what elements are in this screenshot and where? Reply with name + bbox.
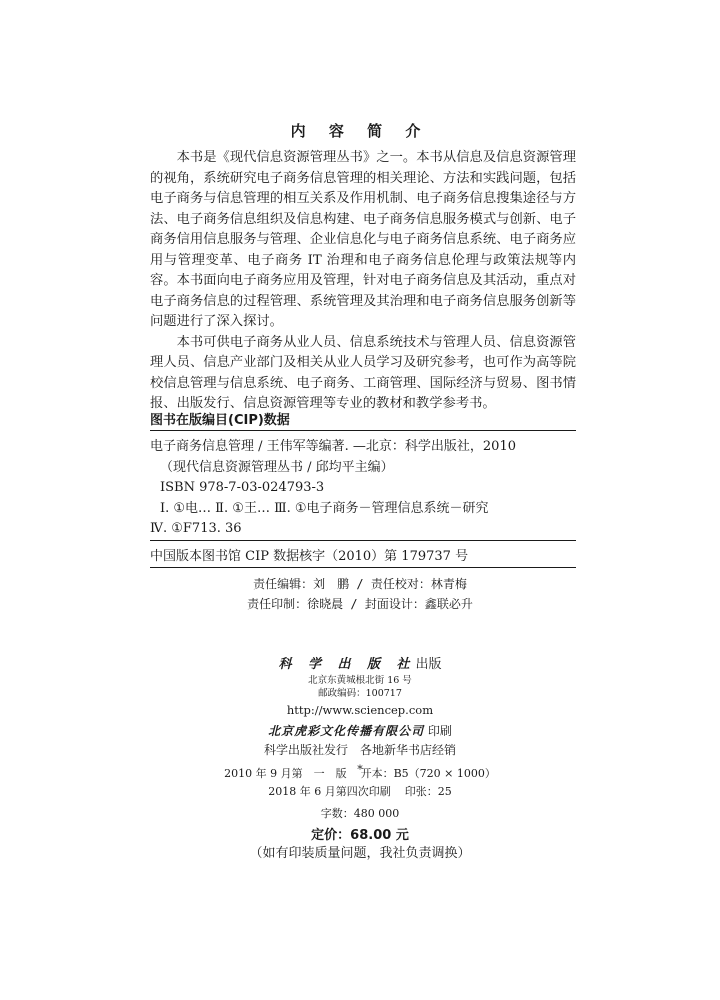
cip-middle-rule — [150, 540, 576, 541]
publisher-block — [0, 656, 720, 777]
cip-line-title: 电子商务信息管理 / 王伟军等编著. —北京：科学出版社，2010 — [150, 439, 516, 454]
publisher-name-bold: 科 学 出 版 社 — [278, 657, 416, 672]
publisher-name-suffix: 出版 — [415, 657, 442, 672]
printing-row — [0, 783, 720, 801]
cip-line-series: （现代信息资源管理丛书 / 邱均平主编） — [160, 459, 394, 475]
publisher-address: 北京东黄城根北街 16 号 — [308, 675, 412, 686]
separator-star: * — [357, 763, 363, 776]
cip-bottom-rule — [150, 567, 576, 568]
price: 定价：68.00 元 — [311, 828, 409, 843]
quality-notice: （如有印装质量问题，我社负责调换） — [249, 846, 471, 861]
cip-heading: 图书在版编目(CIP)数据 — [150, 413, 290, 428]
content-summary — [150, 148, 576, 415]
edition-date: 2010 年 9 月第 一 版 — [224, 767, 347, 780]
cip-line-classification-1: Ⅰ. ①电… Ⅱ. ①王… Ⅲ. ①电子商务－管理信息系统－研究 — [160, 500, 489, 516]
credits-line-production: 责任印制：徐晓晨 / 封面设计：鑫联必升 — [247, 597, 473, 611]
publisher-postcode: 邮政编码：100717 — [318, 688, 402, 699]
publisher-url: http://www.sciencep.com — [286, 703, 434, 717]
distribution-line: 科学出版社发行 各地新华书店经销 — [263, 743, 456, 757]
cip-top-rule — [150, 430, 576, 431]
content-summary-title: 内 容 简 介 — [290, 122, 430, 140]
cip-line-classification-2: Ⅳ. ①F713. 36 — [150, 521, 242, 536]
credits-line-editor: 责任编辑：刘 鹏 / 责任校对：林青梅 — [253, 577, 467, 591]
intro-paragraph-2: 本书可供电子商务从业人员、信息系统技术与管理人员、信息资源管理人员、信息产业部门及相关从业人员学习及研究参考，也可作为高等院校信息管理与信息系统、电子商务、工商管理、国际经济与贸易、图书情报、出版发行、信息资源管理等专业的教材和教学参考书。 — [150, 334, 576, 411]
edition-specs — [0, 765, 720, 801]
publisher-name — [0, 656, 720, 674]
printer-name-suffix: 印刷 — [427, 724, 452, 738]
word-count: 字数：480 000 — [320, 807, 400, 820]
printer-name — [0, 721, 720, 741]
cip-record-number: 中国版本图书馆 CIP 数据核字（2010）第 179737 号 — [150, 549, 469, 564]
edition-row — [0, 765, 720, 783]
credits-block — [0, 574, 720, 614]
cip-data-block — [150, 437, 576, 540]
cip-line-isbn: ISBN 978-7-03-024793-3 — [160, 480, 325, 495]
printing-date: 2018 年 6 月第四次印刷 — [268, 785, 391, 798]
intro-paragraph-1: 本书是《现代信息资源管理丛书》之一。本书从信息及信息资源管理的视角，系统研究电子商务信息管理的相关理论、方法和实践问题，包括电子商务与信息管理的相互关系及作用机制、电子商务信息搜集途径与方法、电子商务信息组织及信息构建、电子商务信息服务模式与创新、电子商务信用信息服务与管理、企业信息化与电子商务信息系统、电子商务应用与管理变革、电子商务 IT 治理和电子商务信息伦理与政策法规等内容。本书面向电子商务应用及管理，针对电子商务信息及其活动，重点对电子商务信息的过程管理、系统管理及其治理和电子商务信息服务创新等问题进行了深入探讨。 — [150, 150, 576, 329]
printer-name-bold: 北京虎彩文化传播有限公司 — [268, 724, 425, 738]
book-format: 开本：B5（720 × 1000） — [360, 767, 496, 780]
printed-sheets: 印张：25 — [404, 785, 452, 798]
